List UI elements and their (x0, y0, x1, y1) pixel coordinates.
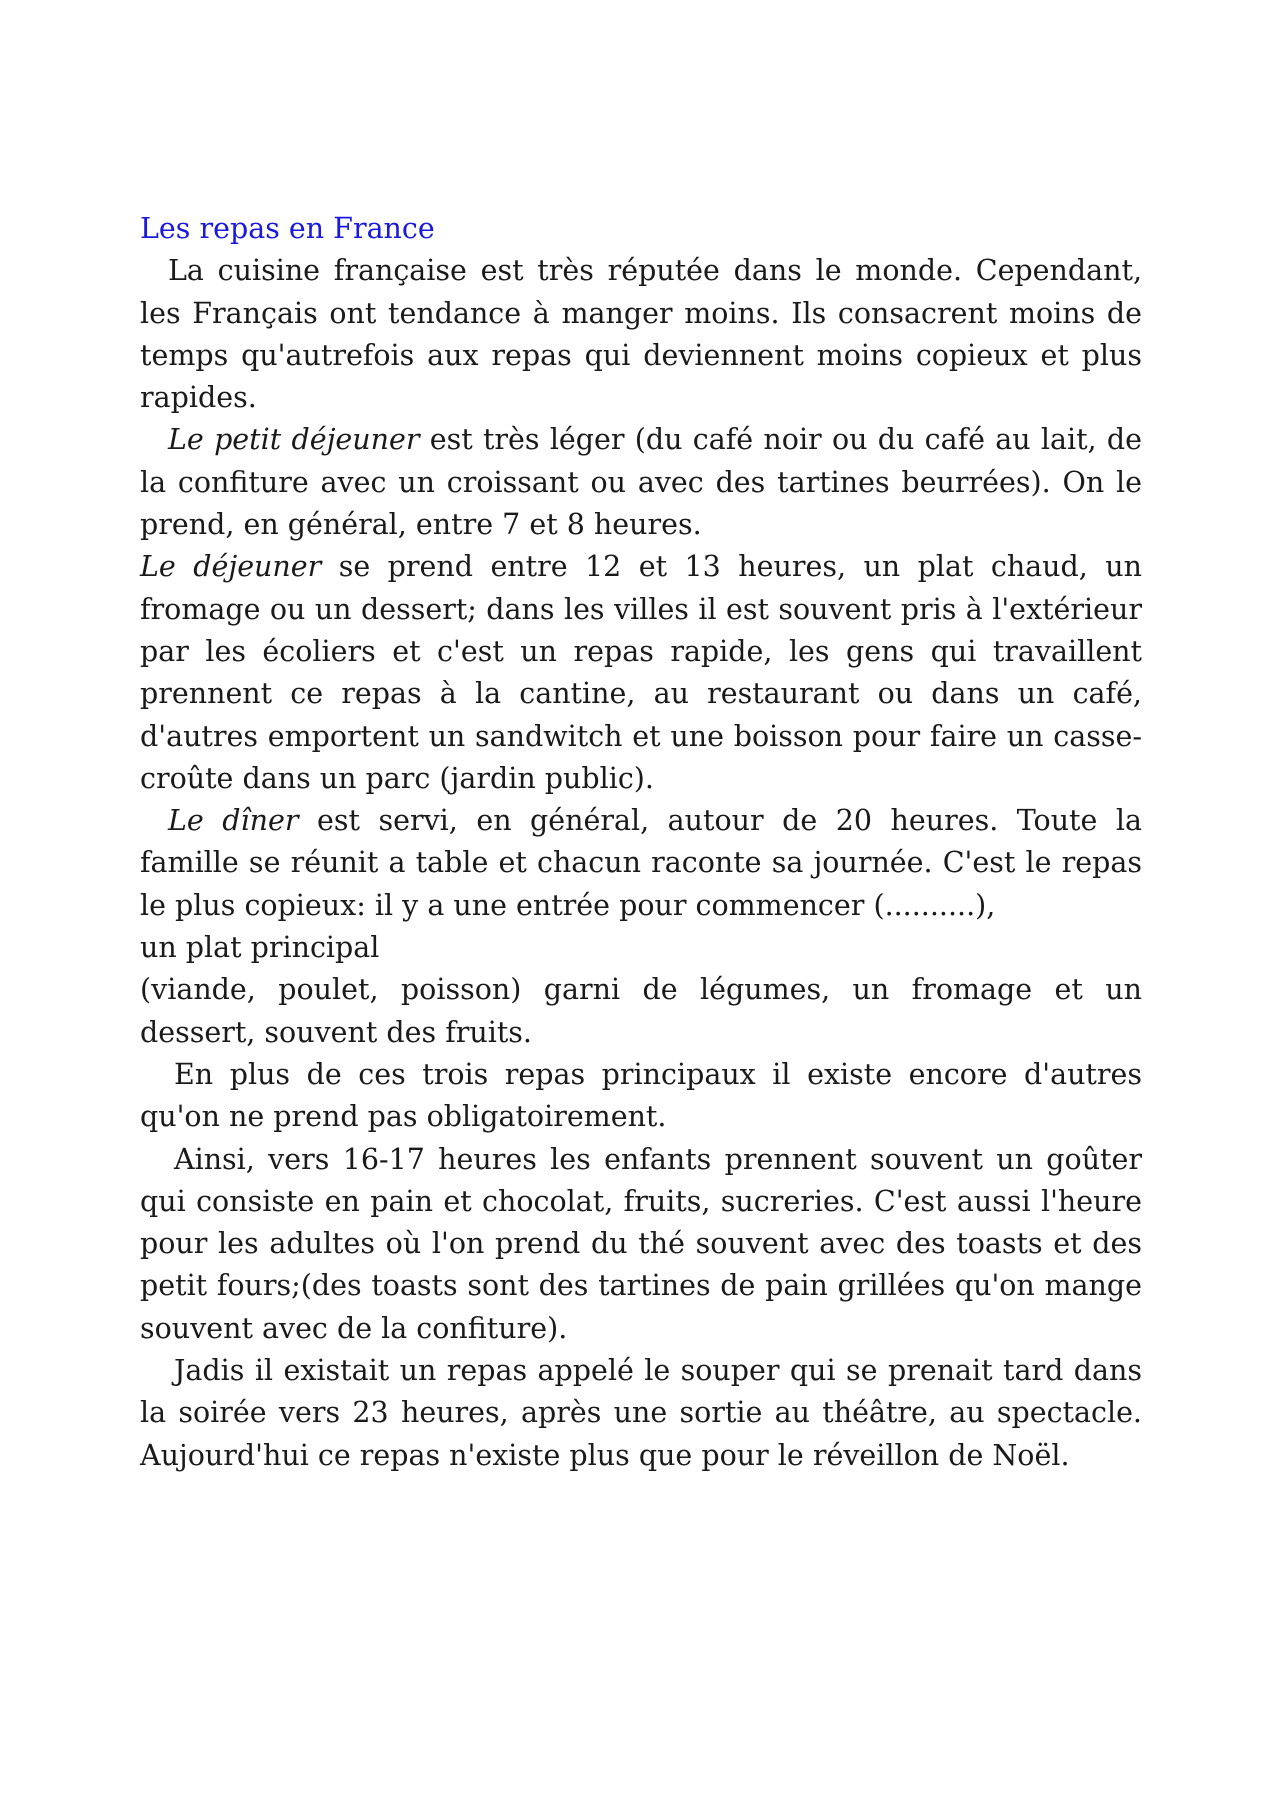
paragraph-petit-dejeuner (140, 419, 1142, 546)
paragraph-plat-principal: (viande, poulet, poisson) garni de légumes, un fromage et un dessert, souvent des fruits. (140, 973, 1142, 1049)
document-page (140, 208, 1142, 1477)
paragraph-dejeuner (140, 546, 1142, 800)
paragraph-petit-dejeuner-text: est très léger (du café noir ou du café au lait, de la confiture avec un croissant ou avec des tartines beurrées). On le prend, en général, entre 7 et 8 heures. (140, 423, 1142, 542)
paragraph-diner-text: est servi, en général, autour de 20 heures. Toute la famille se réunit a table et chacun raconte sa journée. C'est le repas le plus copieux: il y a une entrée pour commencer (..........), (140, 804, 1142, 922)
paragraph-autres-repas: En plus de ces trois repas principaux il existe encore d'autres qu'on ne prend pas obligatoirement. (140, 1057, 1142, 1134)
term-diner: Le dîner (168, 804, 299, 838)
term-petit-dejeuner: Le petit déjeuner (168, 423, 420, 457)
document-title: Les repas en France (140, 212, 435, 245)
paragraph-souper: Jadis il existait un repas appelé le souper qui se prenait tard dans la soirée vers 23 heures, après une sortie au théâtre, au spectacle. Aujourd'hui ce repas n'existe plus que pour le réveillon de Noël. (140, 1354, 1142, 1472)
paragraph-diner (140, 800, 1142, 927)
term-dejeuner: Le déjeuner (140, 550, 322, 584)
paragraph-gouter: Ainsi, vers 16-17 heures les enfants prennent souvent un goûter qui consiste en pain et chocolat, fruits, sucreries. C'est aussi l'heure pour les adultes où l'on prend du thé souvent avec des toasts et des petit fours;(des toasts sont des tartines de pain grillées qu'on mange souvent avec de la confiture). (140, 1142, 1142, 1345)
paragraph-intro: La cuisine française est très réputée dans le monde. Cependant, les Français ont tendance à manger moins. Ils consacrent moins de temps qu'autrefois aux repas qui deviennent moins copieux et plus rapides. (140, 254, 1142, 415)
paragraph-diner-line2: un plat principal (140, 931, 380, 965)
paragraph-dejeuner-text: se prend entre 12 et 13 heures, un plat chaud, un fromage ou un dessert; dans les villes il est souvent pris à l'extérieur par les écoliers et c'est un repas rapide, les gens qui travaillent prennent ce repas à la cantine, au restaurant ou dans un café, d'autres emportent un sandwitch et une boisson pour faire un casse-croûte dans un parc (jardin public). (140, 550, 1142, 795)
